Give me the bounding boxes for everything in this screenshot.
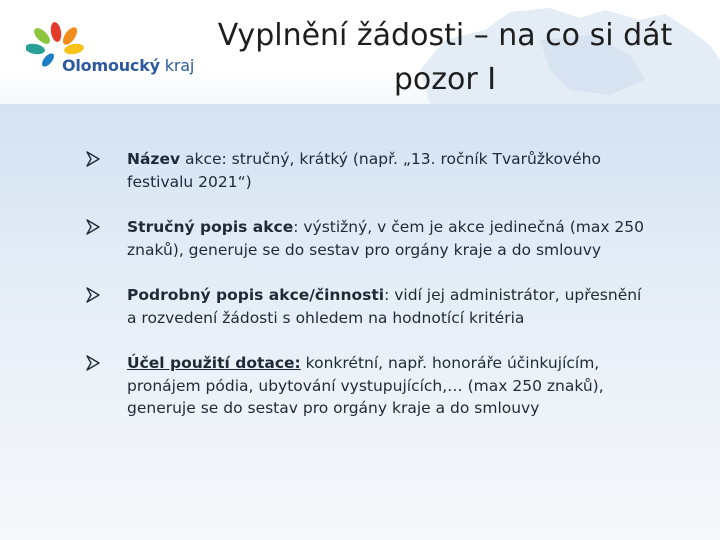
bullet-term: Účel použití dotace:	[127, 354, 301, 372]
bullet-item-podrobny-popis	[86, 284, 646, 329]
bullet-text: : vidí jej administrátor, upřesnění a rozvedení žádosti s ohledem na hodnotící kritéria	[127, 286, 642, 327]
bullet-text: : výstižný, v čem je akce jedinečná (max 250 znaků), generuje se do sestav pro orgány kraje a do smlouvy	[127, 218, 645, 259]
bullet-text: akce: stručný, krátký (např. „13. ročník Tvarůžkového festivalu 2021“)	[127, 150, 601, 191]
arrowhead-bullet-icon	[86, 219, 100, 235]
bullet-item-strucny-popis	[86, 216, 646, 261]
logo-name-bold: Olomoucký	[62, 56, 160, 75]
bullet-item-ucel-pouziti	[86, 352, 646, 420]
title-line-2: pozor I	[393, 62, 497, 97]
bullet-item-nazev	[86, 148, 646, 193]
logo-wordmark	[62, 56, 194, 75]
slide-title	[180, 14, 710, 102]
bullet-term: Stručný popis akce	[127, 218, 294, 236]
bullet-term: Název	[127, 150, 181, 168]
arrowhead-bullet-icon	[86, 151, 100, 167]
slide-header	[0, 0, 720, 104]
bullet-text: konkrétní, např. honoráře účinkujícím, pronájem pódia, ubytování vystupujících,… (max 250 znaků), generuje se do sestav pro orgány kraje a do smlouvy	[127, 354, 604, 417]
bullet-term: Podrobný popis akce/činnosti	[127, 286, 385, 304]
bullet-list	[86, 148, 646, 443]
olomoucky-kraj-logo	[26, 20, 201, 82]
arrowhead-bullet-icon	[86, 287, 100, 303]
logo-name-rest: kraj	[164, 56, 195, 75]
title-line-1: Vyplnění žádosti – na co si dát	[217, 18, 673, 53]
arrowhead-bullet-icon	[86, 355, 100, 371]
